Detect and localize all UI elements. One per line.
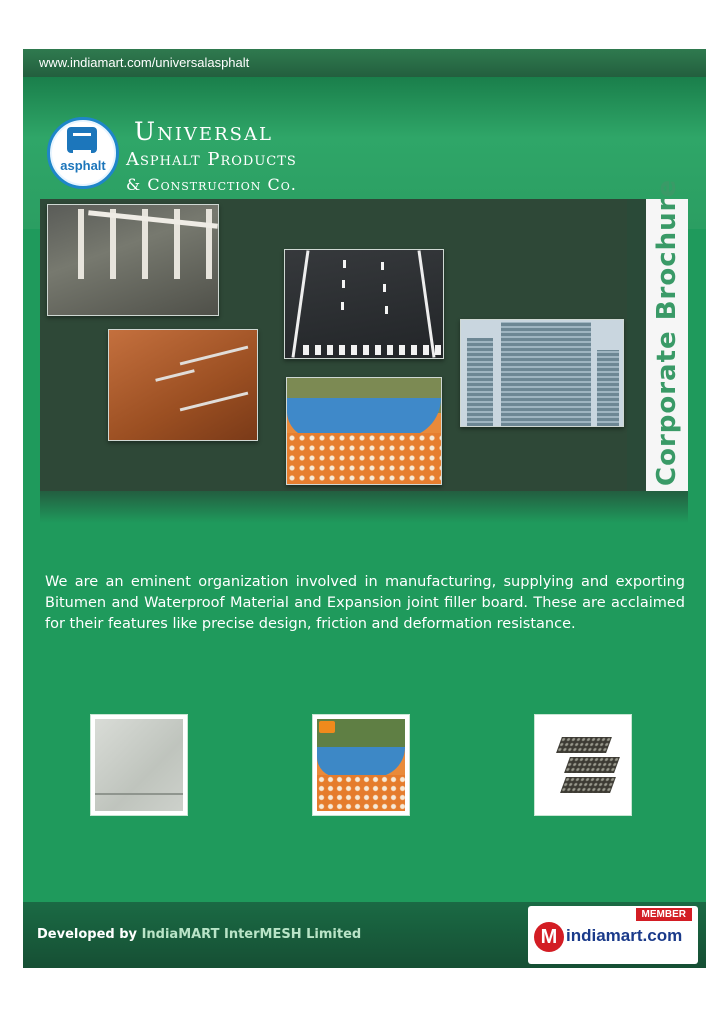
building-photo: [460, 319, 624, 427]
cabinet-handle: [180, 392, 249, 412]
asphalt-logo-icon: [47, 117, 119, 189]
lane-dash: [383, 284, 386, 292]
indiamart-member-badge[interactable]: [528, 906, 698, 964]
brochure-label: Corporate Brochure: [652, 178, 682, 486]
book-icon: [67, 127, 97, 153]
tower: [501, 322, 591, 426]
site-url[interactable]: www.indiamart.com/universalasphalt: [39, 55, 250, 70]
pool-deck-tiles: [287, 433, 441, 484]
developer-company-link[interactable]: IndiaMART InterMESH Limited: [141, 927, 362, 942]
crosswalk: [303, 345, 443, 355]
url-bar: [23, 49, 706, 77]
product-thumbnail[interactable]: [90, 714, 188, 816]
filler-board-photo: [539, 719, 627, 811]
pool-water: [317, 747, 405, 777]
filler-board-slab: [560, 777, 616, 793]
railing-post: [110, 209, 116, 279]
company-name-line3: & Construction Co.: [126, 175, 297, 194]
tower: [597, 350, 619, 426]
railing-beam: [88, 210, 218, 229]
pool-photo: [286, 377, 442, 485]
product-thumbnail[interactable]: [534, 714, 632, 816]
photo-collage: [40, 199, 627, 491]
pool-tiles-photo: [317, 719, 405, 811]
lane-dash: [341, 302, 344, 310]
pool-water: [287, 398, 441, 438]
product-thumbnail[interactable]: [312, 714, 410, 816]
board-photo: [95, 719, 183, 811]
bridge-photo: [47, 204, 219, 316]
developer-credit: [37, 927, 361, 942]
cabinet-photo: [108, 329, 258, 441]
logo-word: asphalt: [60, 158, 106, 173]
railing-post: [206, 209, 212, 279]
lane-dash: [381, 262, 384, 270]
company-name-line2: Asphalt Products: [126, 149, 297, 170]
pool-deck-tiles: [317, 775, 405, 811]
orange-tile-icon: [319, 721, 335, 733]
indiamart-logo-text: indiamart.com: [566, 926, 683, 945]
indiamart-logo-icon: M: [534, 922, 564, 952]
footer: [23, 902, 706, 968]
brochure-page: [23, 49, 706, 968]
tower: [467, 338, 493, 426]
lane-line: [291, 250, 309, 357]
lane-line: [417, 250, 435, 357]
road-photo: [284, 249, 444, 359]
developed-by-label: Developed by: [37, 927, 138, 942]
brochure-label-strip: [646, 178, 688, 491]
hero-shadow-band: [40, 491, 688, 523]
lane-dash: [343, 260, 346, 268]
lane-dash: [385, 306, 388, 314]
filler-board-slab: [564, 757, 620, 773]
cabinet-handle: [180, 346, 249, 366]
company-description: We are an eminent organization involved in manufacturing, supplying and exporting Bitumen and Waterproof Material and Expansion joint filler board. These are acclaimed for their features like precise design, friction and deformation resistance.: [45, 574, 685, 632]
filler-board-slab: [556, 737, 612, 753]
cabinet-handle: [155, 369, 195, 382]
railing-post: [78, 209, 84, 279]
lane-dash: [342, 280, 345, 288]
member-tag: MEMBER: [636, 908, 692, 921]
company-name-line1: Universal: [134, 117, 273, 146]
